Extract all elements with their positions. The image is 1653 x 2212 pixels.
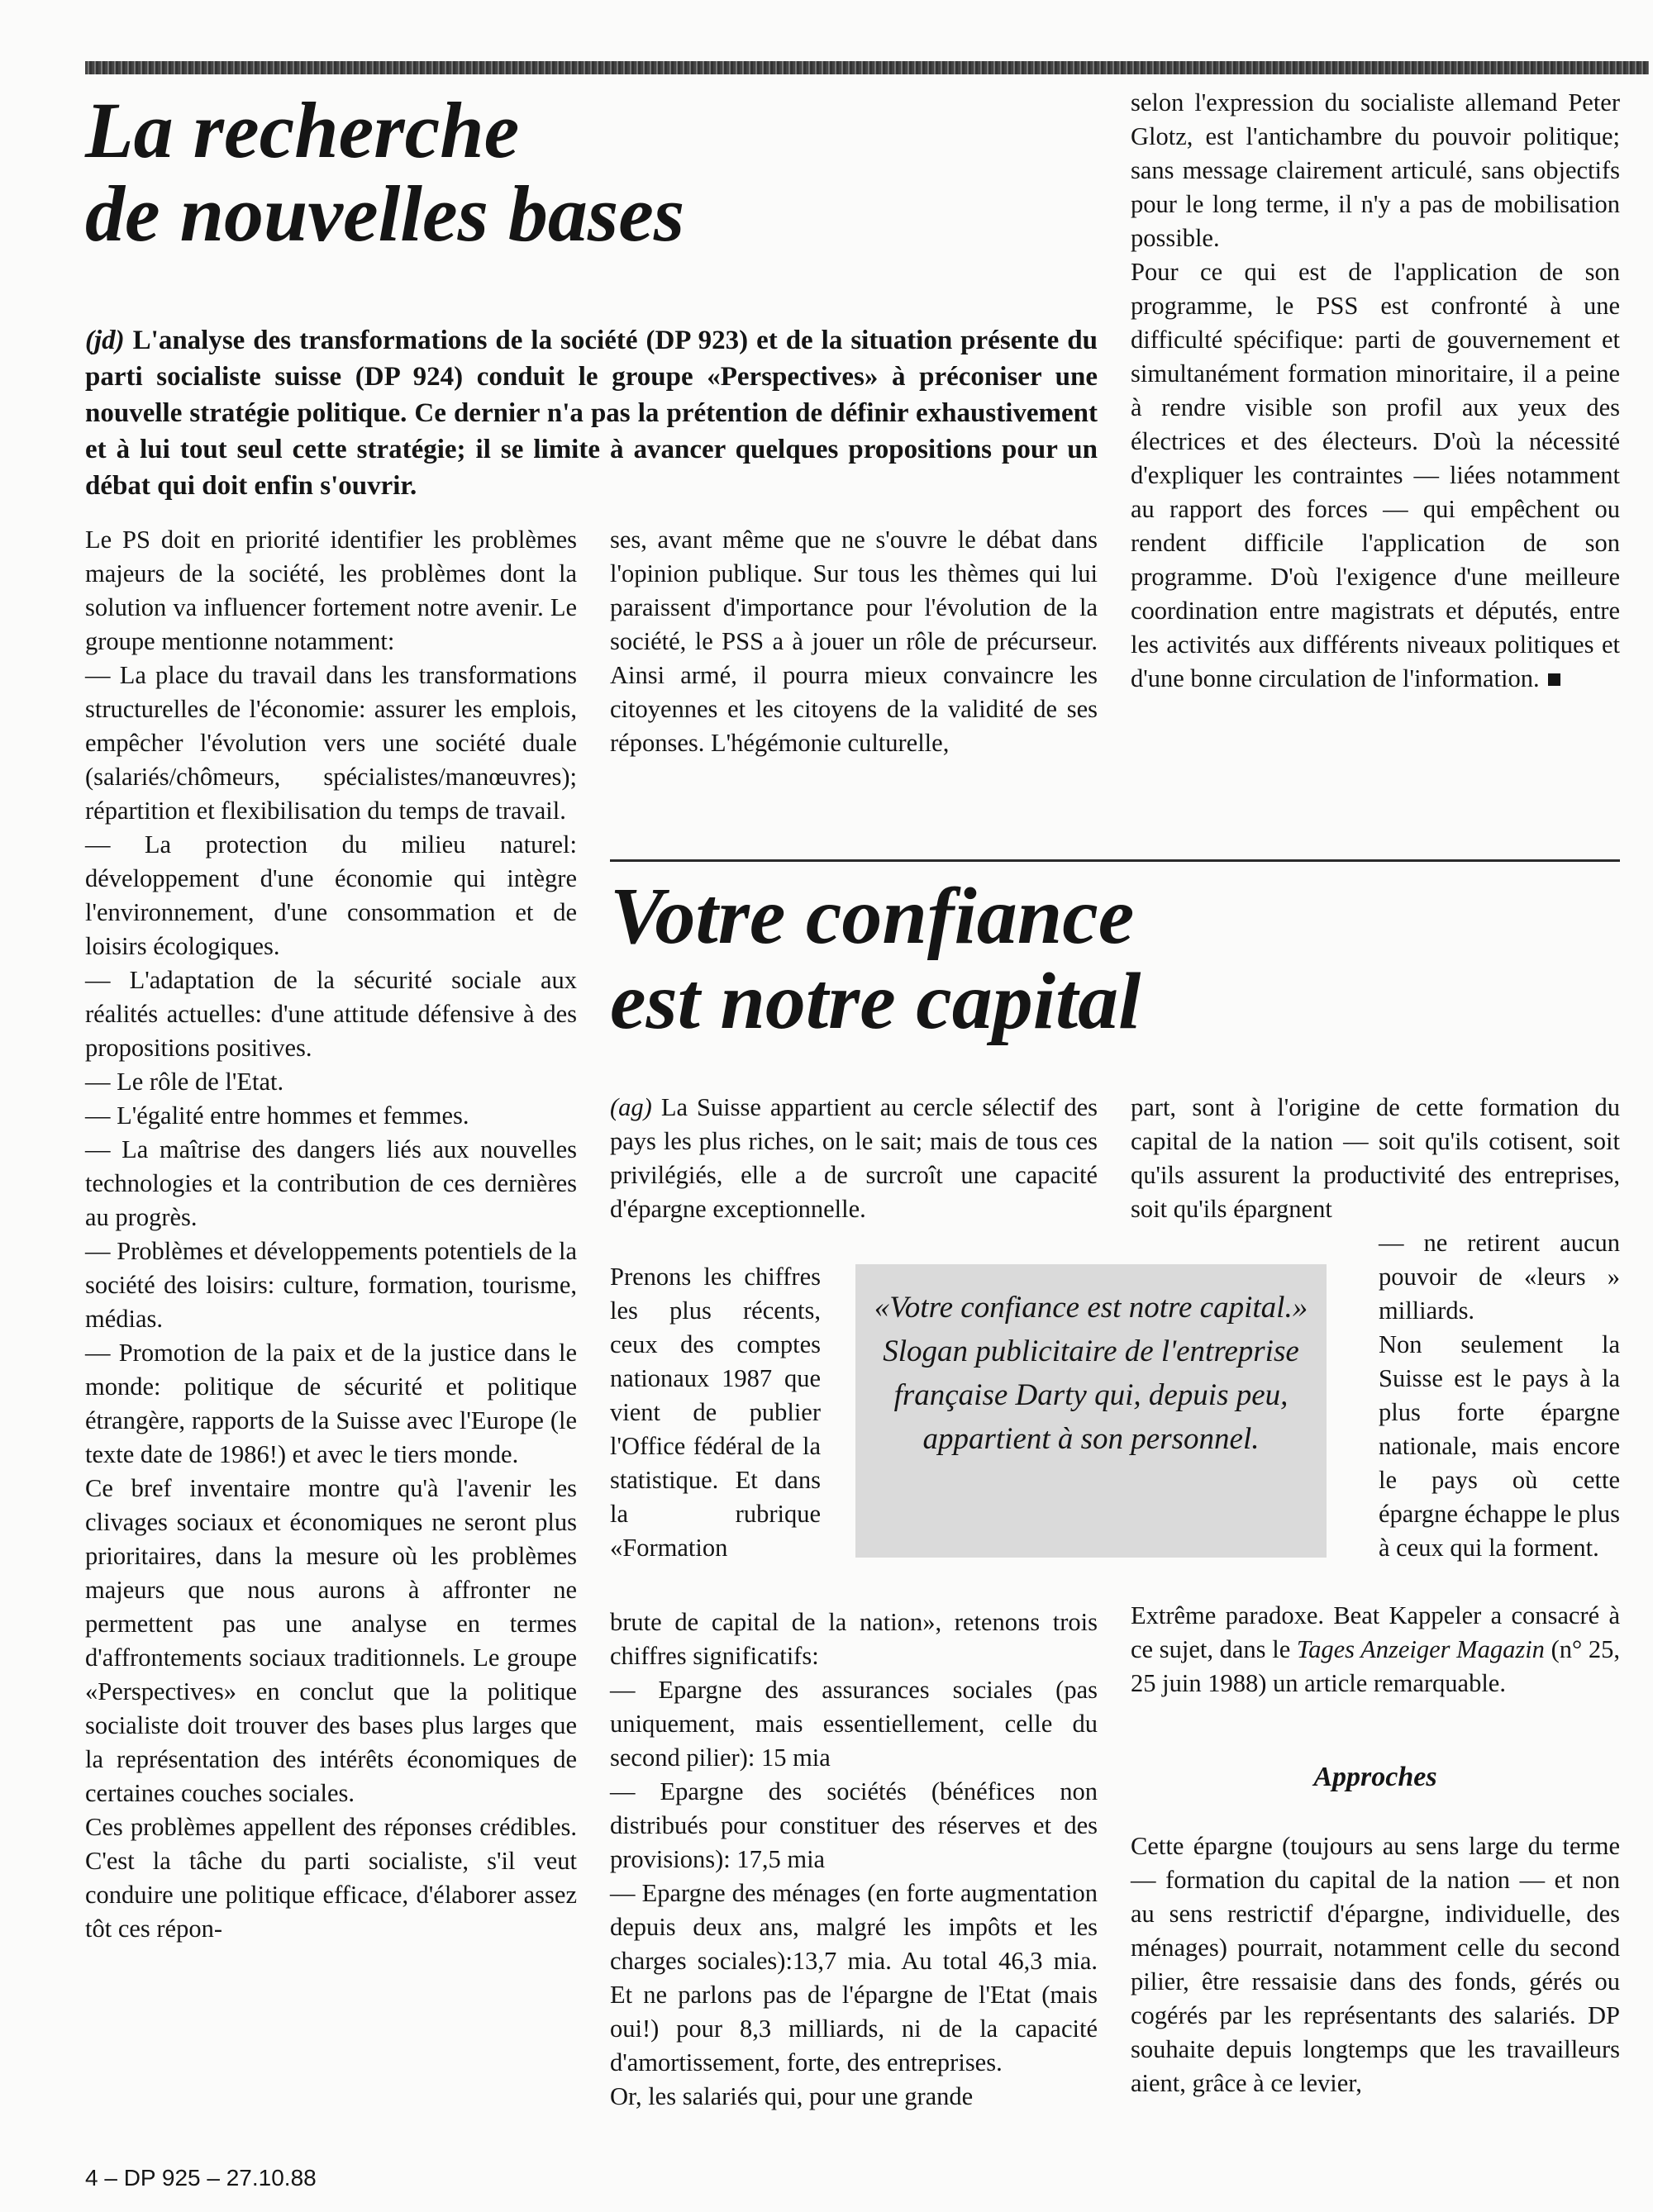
article-divider bbox=[610, 859, 1620, 862]
article1-col1-paragraph: — L'égalité entre hommes et femmes. bbox=[85, 1101, 469, 1130]
pull-quote bbox=[855, 1264, 1327, 1558]
article2-title-line2: est notre capital bbox=[610, 956, 1141, 1046]
subheading-approches: Approches bbox=[1313, 1762, 1437, 1792]
article2-wrap-paragraph: — ne retirent aucun pouvoir de «leurs » milliards. bbox=[1379, 1229, 1620, 1325]
magazine-title: Tages Anzeiger Magazin bbox=[1296, 1635, 1545, 1663]
article1-col1-paragraph: — La place du travail dans les transformations structurelles de l'économie: assurer les emplois, empêcher l'évolution vers une société duale (salariés/chômeurs, spécialistes/manœuvres); répartition et flexibilisation du temps de travail. bbox=[85, 661, 577, 825]
article2-col3-middle: Extrême paradoxe. Beat Kappeler a consacré à ce sujet, dans le Tages Anzeiger Magazin (n° 25, 25 juin 1988) un article remarquable. bbox=[1131, 1601, 1621, 1697]
article1-col2-paragraph: ses, avant même que ne s'ouvre le débat dans l'opinion publique. Sur tous les thèmes qui lui paraissent d'importance pour l'évolution de la société, le PSS a à jouer un rôle de précurseur. Ainsi armé, il pourra mieux convaincre les citoyennes et les citoyens de la validité de ses réponses. L'hégémonie culturelle, bbox=[610, 526, 1098, 757]
article1-col1-paragraph: Ce bref inventaire montre qu'à l'avenir les clivages sociaux et économiques ne seront plus prioritaires, dans la mesure où les problèmes majeurs que nous aurons à affronter ne permettent pas une analyse en termes d'affrontements sociaux traditionnels. Le groupe «Perspectives» en conclut que la politique socialiste doit trouver des bases plus larges que la représentation des intérêts économiques de certaines couches sociales. bbox=[85, 1474, 577, 1807]
article2-column-2 bbox=[610, 1605, 1098, 2114]
article1-col1-paragraph: Le PS doit en priorité identifier les problèmes majeurs de la société, les problèmes dont la solution va influencer fortement notre avenir. Le groupe mentionne notamment: bbox=[85, 526, 577, 655]
article2-wrap-right bbox=[1379, 1226, 1620, 1565]
article1-col1-paragraph: — La maîtrise des dangers liés aux nouvelles technologies et la contribution de ces dernières au progrès. bbox=[85, 1135, 577, 1231]
article2-wrap-paragraph: Non seulement la Suisse est le pays à la plus forte épargne nationale, mais encore le pays où cette épargne échappe le plus à ceux qui la forment. bbox=[1379, 1330, 1620, 1562]
article1-col1-paragraph: — Promotion de la paix et de la justice dans le monde: politique de sécurité et politique étrangère, rapports de la Suisse avec l'Europe (le texte date de 1986!) et avec le tiers monde. bbox=[85, 1339, 577, 1468]
article1-col3-paragraph: Pour ce qui est de l'application de son programme, le PSS est confronté à une difficulté spécifique: parti de gouvernement et simultanément formation minoritaire, il a peine à rendre visible son profil aux yeux des électrices et des électeurs. D'où la nécessité d'expliquer les contraintes — liées notamment au rapport des forces — qui empêchent ou rendent difficile l'application de son programme. D'où l'exigence d'une meilleure coordination entre magistrats et députés, entre les activités aux différents niveaux politiques et d'une bonne circulation de l'information. bbox=[1131, 258, 1620, 692]
article1-lead-text: L'analyse des transformations de la société (DP 923) et de la situation présente du parti socialiste suisse (DP 924) conduit le groupe «Perspectives» à préconiser une nouvelle stratégie politique. Ce dernier n'a pas la prétention de définir exhaustivement et à lui tout seul cette stratégie; il se limite à avancer quelques propositions pour un débat qui doit enfin s'ouvrir. bbox=[85, 326, 1098, 501]
article1-col1-paragraph: — Problèmes et développements potentiels de la société des loisirs: culture, formation, tourisme, médias. bbox=[85, 1237, 577, 1333]
article1-headline bbox=[85, 86, 1110, 258]
article2-intro bbox=[610, 1091, 1098, 1226]
page-footer: 4 – DP 925 – 27.10.88 bbox=[85, 2165, 317, 2191]
article1-title-line1: La recherche bbox=[85, 86, 520, 174]
pull-quote-line1: «Votre confiance est notre capital.» bbox=[874, 1291, 1308, 1325]
article1-title-line2: de nouvelles bases bbox=[85, 169, 685, 258]
article2-col2-paragraph: — Epargne des assurances sociales (pas uniquement, mais essentiellement, celle du second pilier): 15 mia bbox=[610, 1676, 1098, 1772]
article2-col2-paragraph: brute de capital de la nation», retenons trois chiffres significatifs: bbox=[610, 1608, 1098, 1670]
article2-col2-paragraph: — Epargne des sociétés (bénéfices non distribués pour constituer des réserves et des provisions): 17,5 mia bbox=[610, 1777, 1098, 1873]
article1-column-1 bbox=[85, 523, 577, 1946]
article2-col2-paragraph: Or, les salariés qui, pour une grande bbox=[610, 2082, 974, 2110]
article1-column-2 bbox=[610, 523, 1098, 760]
article2-col3-top: part, sont à l'origine de cette formation du capital de la nation — soit qu'ils cotisent, soit qu'ils assurent la productivité des entreprises, soit qu'ils épargnent bbox=[1131, 1093, 1620, 1223]
article1-lead-tag: (jd) bbox=[85, 326, 125, 355]
article1-col1-paragraph: — La protection du milieu naturel: développement d'une économie qui intègre l'environnement, d'une consommation et de loisirs écologiques. bbox=[85, 830, 577, 960]
article2-wrap-left: Prenons les chiffres les plus récents, ceux des comptes nationaux 1987 que vient de publier l'Office fédéral de la statistique. Et dans la rubrique «Formation bbox=[610, 1263, 821, 1562]
article1-col1-paragraph: — L'adaptation de la sécurité sociale aux réalités actuelles: d'une attitude défensive à des propositions positives. bbox=[85, 966, 577, 1062]
article1-col3-paragraph: selon l'expression du socialiste allemand Peter Glotz, est l'antichambre du pouvoir politique; sans message clairement articulé, sans objectifs pour le long terme, il n'y a pas de mobilisation possible. bbox=[1131, 88, 1620, 252]
article1-column-3 bbox=[1131, 86, 1620, 696]
top-rule bbox=[85, 61, 1649, 74]
article2-col2-paragraph: — Epargne des ménages (en forte augmentation depuis deux ans, malgré les impôts et les charges sociales):13,7 mia. Au total 46,3 mia. Et ne parlons pas de l'épargne de l'Etat (mais oui!) pour 8,3 milliards, ni de la capacité d'amortissement, forte, des entreprises. bbox=[610, 1879, 1098, 2076]
article2-title-line1: Votre confiance bbox=[610, 872, 1135, 961]
article1-col1-paragraph: Ces problèmes appellent des réponses crédibles. C'est la tâche du parti socialiste, s'il veut conduire une politique efficace, d'élaborer assez tôt ces répon- bbox=[85, 1813, 577, 1943]
article2-intro-text: La Suisse appartient au cercle sélectif des pays les plus riches, on le sait; mais de tous ces privilégiés, elle a de surcroît une capacité d'épargne exceptionnelle. bbox=[610, 1093, 1098, 1223]
article1-col1-paragraph: — Le rôle de l'Etat. bbox=[85, 1068, 284, 1096]
article2-col3-bottom: Cette épargne (toujours au sens large du terme — formation du capital de la nation — et non au sens restrictif d'épargne, individuelle, des ménages) pourrait, notamment celle du second pilier, être ressaisie dans des fonds, gérés ou cogérés par les représentants des salariés. DP souhaite depuis longtemps que les travailleurs aient, grâce à ce levier, bbox=[1131, 1832, 1620, 2097]
pull-quote-line2: Slogan publicitaire de l'entreprise française Darty qui, depuis peu, appartient à son personnel. bbox=[883, 1334, 1299, 1456]
article2-headline bbox=[610, 874, 1602, 1044]
end-mark bbox=[1548, 673, 1560, 686]
article2-tag: (ag) bbox=[610, 1093, 652, 1121]
article1-lead bbox=[85, 322, 1098, 504]
